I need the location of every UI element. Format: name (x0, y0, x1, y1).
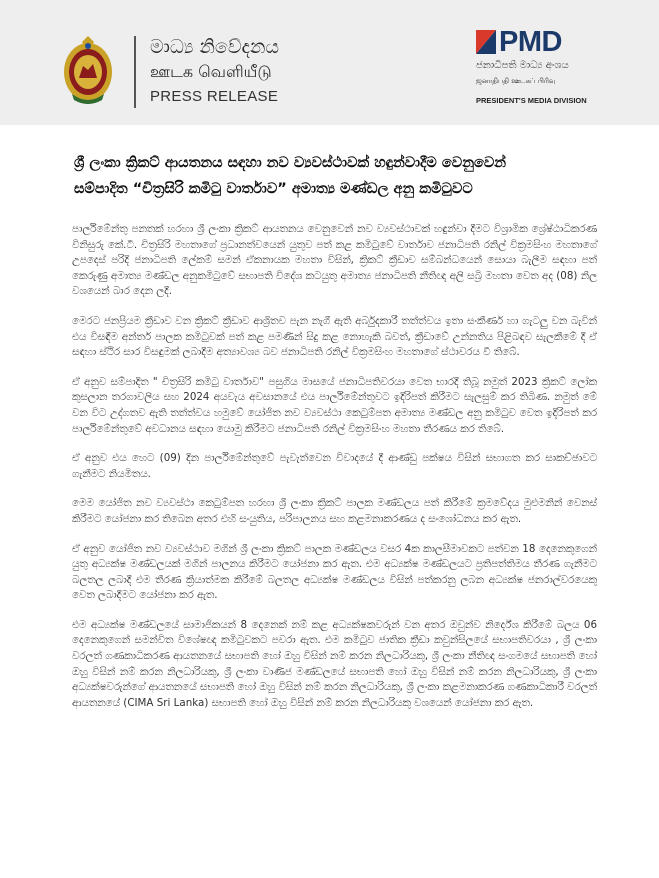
header-title-sinhala: මාධ්‍ය නිවේදනය (150, 36, 280, 58)
pmd-name-english: PRESIDENT'S MEDIA DIVISION (476, 96, 587, 105)
article-title (74, 150, 594, 202)
sri-lanka-emblem-icon (62, 34, 114, 104)
paragraph: ඒ අනුව එය හෙට (09) දින පාර්ලිමේන්තුවේ පැවැත්වෙන විවාදයේ දී ආණ්ඩු පක්ෂය විසින් සභාගත කර සාකච්ඡාවට ගැනීමට නියමිතය. (72, 452, 597, 480)
paragraph: පාර්ලිමේන්තු පනතක් හරහා ශ්‍රී ලංකා ක්‍රිකට් ආයතනය වෙනුවෙන් නව ව්‍යවස්ථාවක් හඳුන්වා දීමට විශ්‍රාමික ශ්‍රේෂ්ඨාධිකරණ විනිසුරු කේ.ටී. චිත්‍රසිරි මහතාගේ ප්‍රධානත්වයෙන් යුතුව පත් කළ කමිටුවේ වාර්තාව ජනාධිපති රනිල් වික්‍රමසිංහ මහතාගේ උපදෙස් පරිදි ජනාධිපති ලේකම් සමන් ඒකනායක මහතා විසින්, ක්‍රිකට් ක්‍රීඩාව සම්බන්ධයෙන් සොයා බැලීම සඳහා පත් කෙරුණු අමාත්‍ය මණ්ඩල අනුකමිටුවේ සභාපති විදේශ කටයුතු අමාත්‍ය ජනාධිපති නීතිඥ අලි සබ්‍රි මහතා වෙත අද (08) නිල වශයෙන් බාර දෙන ලදී. (72, 223, 597, 298)
paragraph: ඒ අනුව සම්පාදිත " චිත්‍රසිරි කමිටු වාර්තාව" පසුගිය මාසයේ ජනාධිපතිවරයා වෙත භාරදී තිබූ නමුත් 2023 ක්‍රිකට් ලෝක කුසලාන තරගාවලිය සහ 2024 අයවැය අවසානයේ එය පාර්ලිමේන්තුවට ඉදිරිපත් කිරීමට සැලසුම් කර තිබිණ. නමුත් මේ වන විට උද්ගතව ඇති තත්ත්වය හමුවේ යෝජිත නව ව්‍යවස්ථා කෙටුම්පත අමාත්‍ය මණ්ඩල අනු කමිටුව වෙත ඉදිරිපත් කර පාර්ලිමේන්තුවේ අවධානය සඳහා යොමු කිරීමට ජනාධිපති රනිල් වික්‍රමසිංහ මහතා තීරණය කර තිබේ. (72, 375, 597, 435)
article-title-line-1: ශ්‍රී ලංකා ක්‍රිකට් ආයතනය සඳහා නව ව්‍යවස්ථාවක් හඳුන්වාදීම වෙනුවෙන් (74, 155, 507, 171)
paragraph: මෙරට ජනප්‍රියම ක්‍රීඩාව වන ක්‍රිකට් ක්‍රීඩාව ආශ්‍රිතව පැන නැගී ඇති අර්බුදකාරී තත්ත්වය ඉතා සංකීර්ණ හා ගැටලු වන බැවින් එය විසඳීම අන්තර් පාලක කමිටුවක් පත් කළ පමණින් සිදු කළ නොහැකි බවත්, ක්‍රීඩාවේ උන්නතිය පිළිබඳව සැලකීමේ දී ඒ සඳහා ස්ථිර සාර විසඳුමක් ලබාදීම අත්‍යාවශ්‍ය බව ජනාධිපති රනිල් වික්‍රමසිංහ මහතාගේ ස්ථාවරය වී තිබේ. (72, 314, 597, 359)
header-divider (134, 36, 136, 108)
paragraph: මෙම යෝජිත නව ව්‍යවස්ථා කෙටුම්පත හරහා ශ්‍රී ලංකා ක්‍රිකට් පාලක මණ්ඩලය පත් කිරීමේ ක්‍රමවේදය මුළුමනින් වෙනස් කිරීමට යෝජනා කර තිබෙන අතර එහි සංයුතිය, පරිපාලනය සහ කළමනාකරණය ද සංශෝධනය කර ඇත. (72, 497, 597, 525)
article-title-line-2: සම්පාදිත “චිත්‍රසිරි කමිටු වාර්තාව” අමාත්‍ය මණ්ඩල අනු කමිටුවට (74, 181, 473, 197)
pmd-brand: PMD (499, 26, 562, 58)
paragraph: ඒ අනුව යෝජිත නව ව්‍යවස්ථාව මගින් ශ්‍රී ලංකා ක්‍රිකට් පාලක මණ්ඩලය වසර 4ක කාලසීමාවකට පත්වන 18 දෙනෙකුගෙන් යුතු අධ්‍යක්ෂ මණ්ඩලයක් මගින් පාලනය කිරීමට යෝජනා කර ඇත. එම අධ්‍යක්ෂ මණ්ඩලයට ප්‍රතිපත්තිමය තීරණ ගැනීමට බලතල ලබාදී එම තීරණ ක්‍රියාත්මක කිරීමේ බලතල අධ්‍යක්ෂ මණ්ඩලය විසින් පත්කරනු ලබන අධ්‍යක්ෂ ජනරාල්වරයෙකු වෙත ලබාදීමට යෝජනා කර ඇත. (72, 542, 597, 602)
pmd-name-tamil: ஜனாதிபதி ஊடகப் பிரிவு (476, 77, 556, 85)
pmd-name-sinhala: ජනාධිපති මාධ්‍ය අංශය (476, 60, 569, 71)
header-title-english: PRESS RELEASE (150, 88, 279, 105)
paragraph: එම අධ්‍යක්ෂ මණ්ඩලයේ සාමාජිකයන් 8 දෙනෙක් නම් කළ අධ්‍යක්ෂකවරුන් වන අතර ඔවුන්ව නිර්දේශ කිරීමේ බලය 06 දෙනෙකුගෙන් සමන්විත විශේෂඥ කමිටුවකට පවරා ඇත. එම කමිටුව ජාතික ක්‍රීඩා කවුන්සිලයේ සභාපතිවරයා , ශ්‍රී ලංකා වරලත් ගණකාධිකරණ ආයතනයේ සභාපති හෝ ඔහු විසින් නම් කරන නිලධාරියකු, ශ්‍රී ලංකා නීතිඥ සංගමයේ සභාපති හෝ ඔහු විසින් නම් කරන නිලධාරියකු, ශ්‍රී ලංකා වාණිජ මණ්ඩලයේ සභාපති හෝ ඔහු විසින් නම් කරන නිලධාරියකු, ශ්‍රී ලංකා අධ්‍යක්ෂවරුන්ගේ ආයතනයේ සභාපති හෝ ඔහු විසින් නම් කරන නිලධාරියකු, ශ්‍රී ලංකා කළමනාකරණ ගණකාධිකාරී වරලත් ආයතනයේ (CIMA Sri Lanka) සභාපති හෝ ඔහු විසින් නම් කරන නිලධාරියකු වශයෙන් යෝජනා කර ඇත. (72, 618, 597, 709)
article-body (72, 222, 597, 725)
pmd-logo-icon (476, 30, 496, 54)
letterhead (0, 0, 659, 125)
header-title-tamil: ஊடக வெளியீடு (150, 62, 272, 81)
